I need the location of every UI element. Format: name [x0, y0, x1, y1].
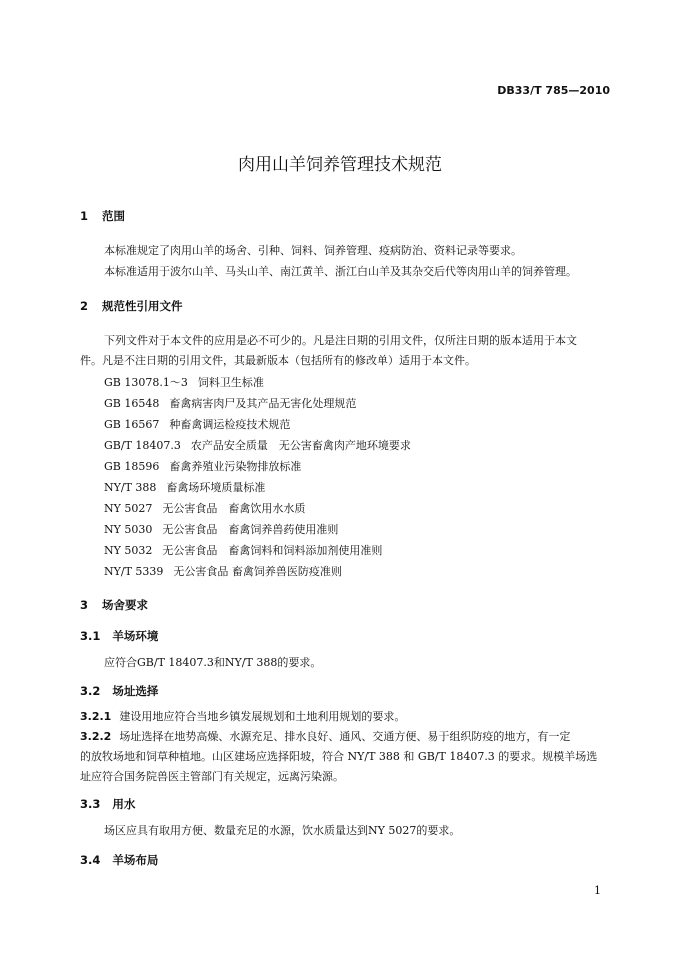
- reference-item: [104, 437, 411, 453]
- reference-code: GB/T 18407.3: [104, 439, 181, 452]
- paragraph: 的放牧场地和饲草种植地。山区建场应选择阳坡，符合 NY/T 388 和 GB/T 18407.3 的要求。规模羊场选: [80, 750, 598, 763]
- standard-number: DB33/T 785—2010: [497, 84, 610, 97]
- reference-code: NY 5030: [104, 523, 153, 536]
- reference-name: 农产品安全质量 无公害畜禽肉产地环境要求: [190, 439, 411, 452]
- reference-name: 畜禽病害肉尸及其产品无害化处理规范: [169, 397, 357, 410]
- subsection-number: 3.1: [80, 629, 101, 643]
- reference-name: 无公害食品 畜禽饲料和饲料添加剂使用准则: [162, 544, 383, 557]
- paragraph: 应符合GB/T 18407.3和NY/T 388的要求。: [104, 656, 322, 669]
- paragraph: 址应符合国务院兽医主管部门有关规定，远离污染源。: [80, 770, 344, 783]
- subsection-number: 3.2: [80, 684, 101, 698]
- reference-code: GB 18596: [104, 460, 160, 473]
- reference-code: NY/T 388: [104, 481, 157, 494]
- subsection-number: 3.4: [80, 853, 101, 867]
- reference-name: 畜禽养殖业污染物排放标准: [169, 460, 302, 473]
- section-number: 3: [80, 598, 89, 612]
- subsection-3-4-heading: [80, 852, 158, 868]
- reference-name: 无公害食品 畜禽饲养兽药使用准则: [162, 523, 339, 536]
- subsection-3-3-heading: [80, 796, 135, 812]
- reference-name: 饲料卫生标准: [197, 376, 264, 389]
- reference-code: GB 13078.1～3: [104, 376, 188, 389]
- paragraph: 件。凡是不注日期的引用文件，其最新版本（包括所有的修改单）适用于本文件。: [80, 354, 476, 367]
- clause-3-2-2: [80, 728, 570, 744]
- section-title: 范围: [102, 209, 126, 223]
- reference-item: [104, 521, 338, 537]
- reference-item: [104, 479, 265, 495]
- subsection-number: 3.3: [80, 797, 101, 811]
- section-title: 场舍要求: [102, 598, 149, 612]
- section-number: 1: [80, 209, 89, 223]
- section-title: 规范性引用文件: [102, 299, 183, 313]
- reference-name: 种畜禽调运检疫技术规范: [169, 418, 291, 431]
- subsection-3-1-heading: [80, 628, 158, 644]
- subsection-title: 羊场环境: [112, 629, 159, 643]
- reference-item: [104, 416, 290, 432]
- reference-item: [104, 542, 382, 558]
- subsection-title: 场址选择: [112, 684, 159, 698]
- reference-item: [104, 563, 342, 579]
- clause-3-2-1: [80, 708, 405, 724]
- reference-code: GB 16567: [104, 418, 160, 431]
- reference-name: 无公害食品 畜禽饲养兽医防疫准则: [173, 565, 342, 578]
- reference-code: GB 16548: [104, 397, 160, 410]
- paragraph: 场区应具有取用方便、数量充足的水源，饮水质量达到NY 5027的要求。: [104, 824, 461, 837]
- reference-item: [104, 458, 301, 474]
- section-2-heading: [80, 298, 183, 314]
- subsection-title: 羊场布局: [112, 853, 159, 867]
- reference-name: 无公害食品 畜禽饮用水水质: [162, 502, 306, 515]
- document-title: 肉用山羊饲养管理技术规范: [238, 155, 442, 175]
- paragraph: 本标准规定了肉用山羊的场舍、引种、饲料、饲养管理、疫病防治、资料记录等要求。: [104, 244, 522, 257]
- reference-code: NY 5027: [104, 502, 153, 515]
- clause-text: 建设用地应符合当地乡镇发展规划和土地利用规划的要求。: [119, 710, 406, 723]
- section-number: 2: [80, 299, 89, 313]
- reference-name: 畜禽场环境质量标准: [166, 481, 266, 494]
- clause-text: 场址选择在地势高燥、水源充足、排水良好、通风、交通方便、易于组织防疫的地方，有一定: [119, 730, 571, 743]
- paragraph: 本标准适用于波尔山羊、马头山羊、南江黄羊、浙江白山羊及其杂交后代等肉用山羊的饲养管理。: [104, 265, 577, 278]
- subsection-title: 用水: [112, 797, 136, 811]
- section-1-heading: [80, 208, 125, 224]
- page-number: 1: [594, 884, 601, 897]
- subsection-3-2-heading: [80, 683, 158, 699]
- clause-number: 3.2.1: [80, 710, 112, 723]
- reference-item: [104, 395, 356, 411]
- reference-code: NY 5032: [104, 544, 153, 557]
- clause-number: 3.2.2: [80, 730, 112, 743]
- reference-item: [104, 374, 264, 390]
- section-3-heading: [80, 597, 148, 613]
- paragraph: 下列文件对于本文件的应用是必不可少的。凡是注日期的引用文件，仅所注日期的版本适用于本文: [104, 334, 577, 347]
- reference-item: [104, 500, 305, 516]
- reference-code: NY/T 5339: [104, 565, 164, 578]
